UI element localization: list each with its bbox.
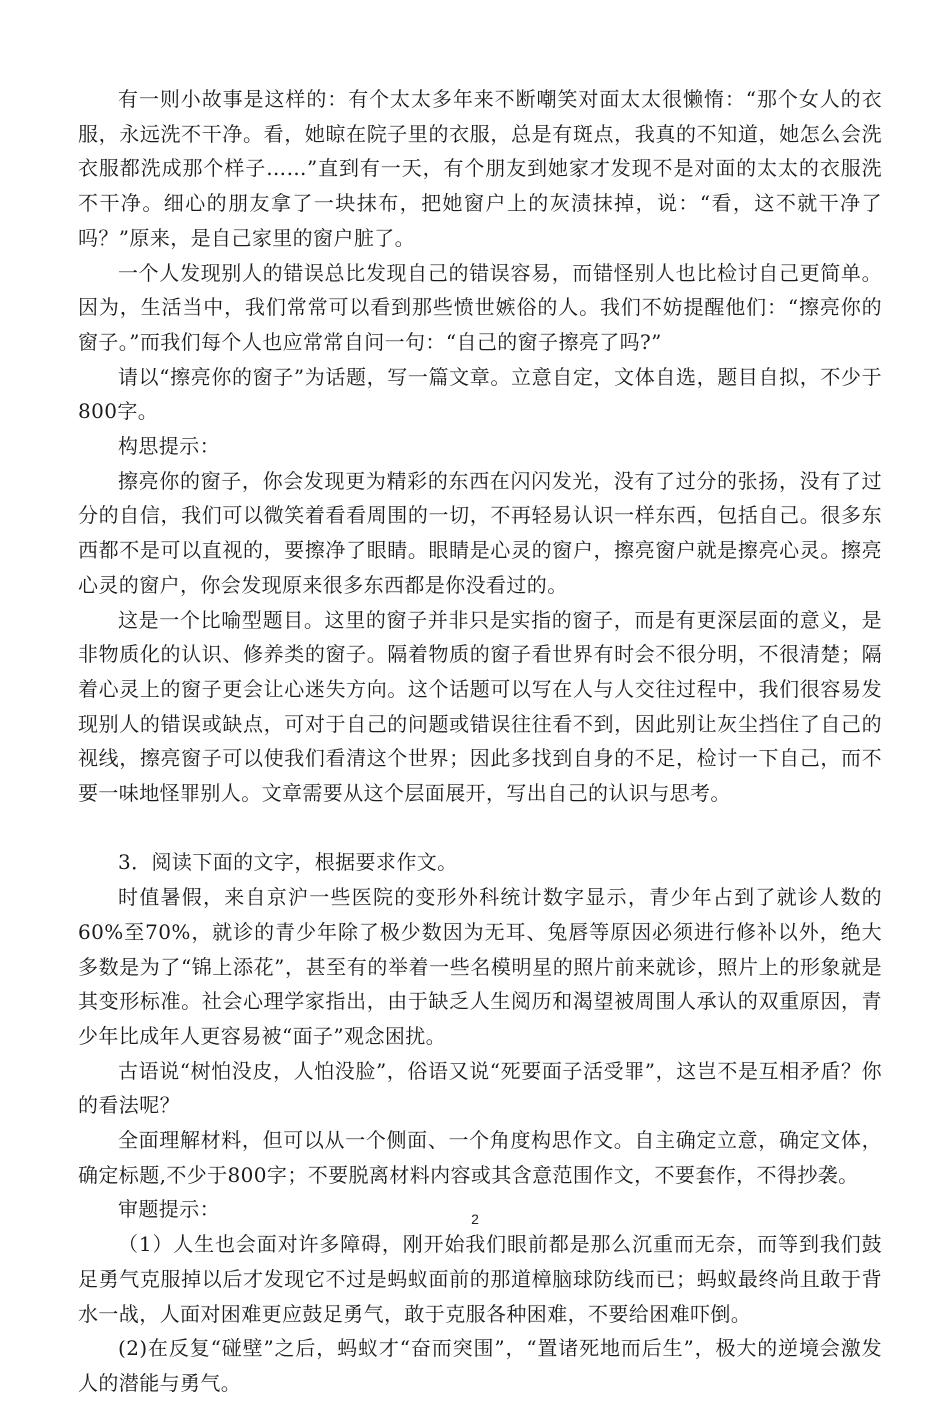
writing-prompt-paragraph: 请以“擦亮你的窗子”为话题，写一篇文章。立意自定，文体自选，题目自拟，不少于800字。 <box>78 364 882 424</box>
story-paragraph: 有一则小故事是这样的：有个太太多年来不断嘲笑对面太太很懒惰：“那个女人的衣服，永远洗不干净。看，她晾在院子里的衣服，总是有斑点，我真的不知道，她怎么会洗衣服都洗成那个样子……”直到有一天，有个朋友到她家才发现不是对面的太太的衣服洗不干净。细心的朋友拿了一块抹布，把她窗户上的灰渍抹掉，说：“看，这不就干净了吗？”原来，是自己家里的窗户脏了。 <box>78 87 882 250</box>
section-heading-idea-hint: 构思提示： <box>118 434 220 459</box>
idea-hint-paragraph: 擦亮你的窗子，你会发现更为精彩的东西在闪闪发光，没有了过分的张扬，没有了过分的自信，我们可以微笑着看看周围的一切，不再轻易认识一样东西，包括自己。很多东西都不是可以直视的，要擦净了眼睛。眼睛是心灵的窗户，擦亮窗户就是擦亮心灵。擦亮心灵的窗户，你会发现原来很多东西都是你没看过的。 <box>78 468 882 597</box>
analysis-paragraph: 这是一个比喻型题目。这里的窗子并非只是实指的窗子，而是有更深层面的意义，是非物质化的认识、修养类的窗子。隔着物质的窗子看世界有时会不很分明，不很清楚；隔着心灵上的窗子更会让心迷失方向。这个话题可以写在人与人交往过程中，我们很容易发现别人的错误或缺点，可对于自己的问题或错误往往看不到，因此别让灰尘挡住了自己的视线，擦亮窗子可以使我们看清这个世界；因此多找到自身的不足，检讨一下自己，而不要一味地怪罪别人。文章需要从这个层面展开，写出自己的认识与思考。 <box>78 607 882 806</box>
requirements-paragraph: 全面理解材料，但可以从一个侧面、一个角度构思作文。自主确定立意，确定文体，确定标题,不少于800字；不要脱离材料内容或其含意范围作文，不要套作，不得抄袭。 <box>78 1128 882 1187</box>
document-body <box>78 82 882 1401</box>
material-paragraph: 时值暑假，来自京沪一些医院的变形外科统计数字显示，青少年占到了就诊人数的60%至70%，就诊的青少年除了极少数因为无耳、兔唇等原因必须进行修补以外，绝大多数是为了“锦上添花”，甚至有的举着一些名模明星的照片前来就诊，照片上的形象就是其变形标准。社会心理学家指出，由于缺乏人生阅历和渴望被周围人承认的双重原因，青少年比成年人更容易被“面子”观念困扰。 <box>78 885 882 1048</box>
hint-item-2: (2)在反复“碰壁”之后，蚂蚁才“奋而突围”，“置诸死地而后生”，极大的逆境会激发人的潜能与勇气。 <box>78 1336 882 1395</box>
question-paragraph: 古语说“树怕没皮，人怕没脸”，俗语又说“死要面子活受罪”，这岂不是互相矛盾？你的看法呢？ <box>78 1058 882 1118</box>
section-heading-topic-hint: 审题提示： <box>118 1197 220 1222</box>
question-3-heading: 3．阅读下面的文字，根据要求作文。 <box>118 850 458 875</box>
reflection-paragraph: 一个人发现别人的错误总比发现自己的错误容易，而错怪别人也比检讨自己更简单。因为，生活当中，我们常常可以看到那些愤世嫉俗的人。我们不妨提醒他们：“擦亮你的窗子。”而我们每个人也应常常自问一句：“自己的窗子擦亮了吗?” <box>78 260 882 354</box>
hint-item-1: （1）人生也会面对许多障碍，刚开始我们眼前都是那么沉重而无奈，而等到我们鼓足勇气克服掉以后才发现它不过是蚂蚁面前的那道樟脑球防线而已；蚂蚁最终尚且敢于背水一战，人面对困难更应鼓足勇气，敢于克服各种困难，不要给困难吓倒。 <box>78 1232 882 1326</box>
page-number: 2 <box>471 1211 479 1227</box>
